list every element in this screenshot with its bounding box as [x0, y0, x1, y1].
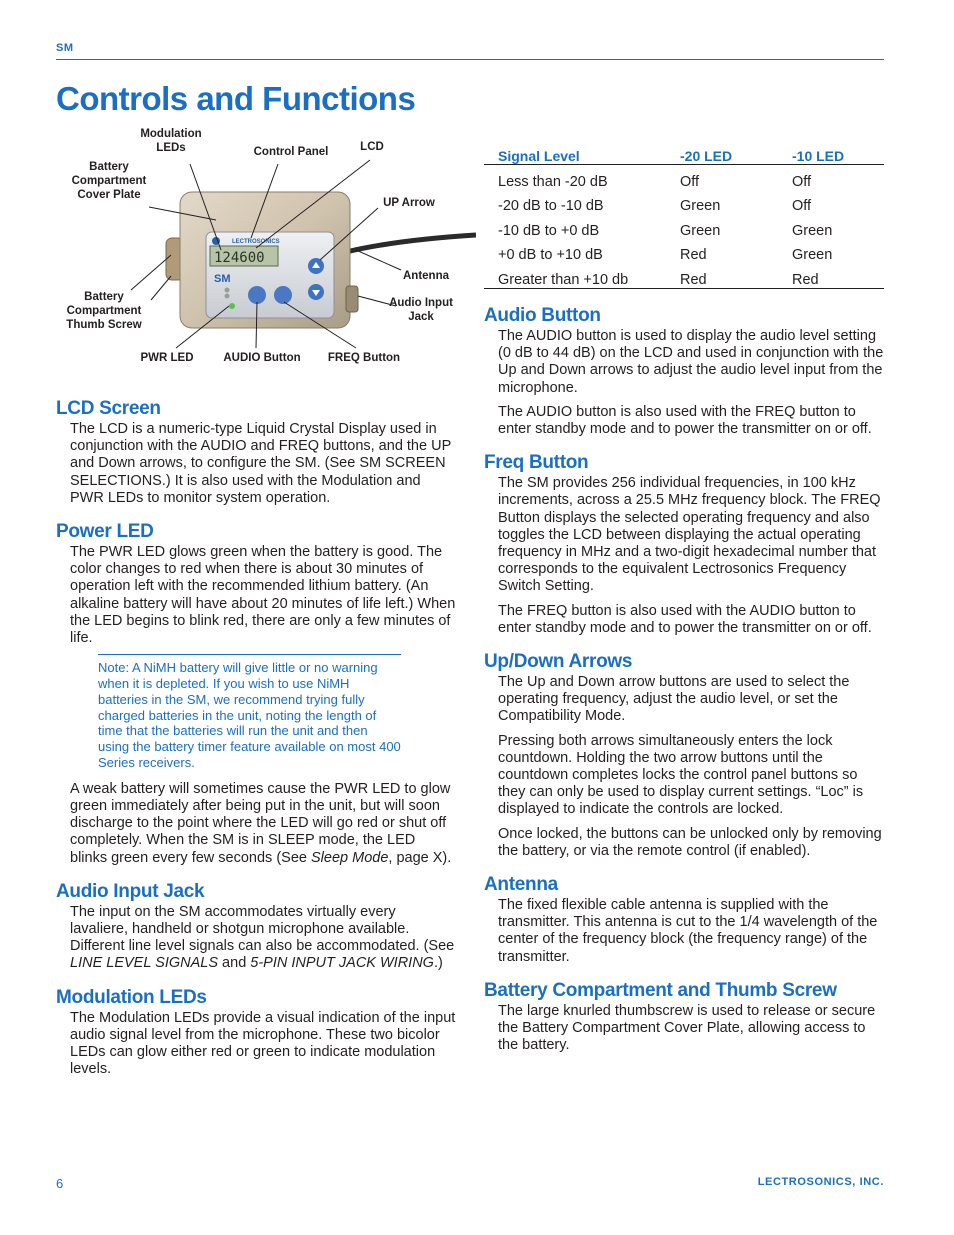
- section-heading: Up/Down Arrows: [484, 651, 633, 673]
- table-cell: Greater than +10 db: [484, 263, 666, 288]
- table-cell: Less than -20 dB: [498, 173, 608, 190]
- label-antenna: Antenna: [403, 270, 449, 282]
- sleep-mode-ref: Sleep Mode: [311, 849, 389, 866]
- device-figure: [56, 120, 466, 380]
- table-header: Signal Level: [484, 148, 666, 165]
- table-cell: Red: [666, 263, 778, 288]
- paragraph: The input on the SM accommodates virtually every lavaliere, handheld or shotgun microphone available. Different line level signals can also be accommodated. (See LINE LEVEL SIGNALS and 5-PIN INPUT JACK WIRING.): [70, 903, 455, 972]
- device-illustration: [56, 120, 476, 380]
- section-label: SM: [56, 42, 74, 54]
- section-power-led: [56, 521, 456, 867]
- table-header: -20 LED: [666, 148, 778, 165]
- page-number: 6: [56, 1176, 64, 1191]
- table-cell: Green: [792, 222, 833, 239]
- section-heading: Antenna: [484, 874, 558, 896]
- section-up-down-arrows: [484, 651, 884, 860]
- label-control-panel: Control Panel: [253, 146, 329, 158]
- mod-led-1: [225, 288, 230, 293]
- paragraph: The LCD is a numeric-type Liquid Crystal Display used in conjunction with the AUDIO and FREQ buttons, and the UP and Down arrows, to configure the SM. (See SM SCREEN SELECTIONS.) It is also used with the Modulation and PWR LEDs to monitor system operation.: [70, 421, 451, 506]
- table-cell: Green: [792, 247, 833, 263]
- table-cell: Red: [680, 247, 707, 263]
- section-audio-button: [484, 305, 884, 438]
- table-cell: Green: [680, 222, 721, 239]
- paragraph: The fixed flexible cable antenna is supplied with the transmitter. This antenna is cut to the 1/4 wavelength of the center of the frequency block (the frequency range) of the transmitter.: [498, 897, 878, 965]
- table-cell: Red: [778, 263, 884, 288]
- table-row: [484, 214, 884, 239]
- section-battery-compartment: [484, 980, 884, 1055]
- table-row: [484, 239, 884, 264]
- nimh-note: Note: A NiMH battery will give little or no warning when it is depleted. If you wish to use NiMH batteries in the SM, we recommend trying fully charged batteries in the unit, noting the length of time that the batteries will run the unit and then using the battery timer feature available on most 400 Series receivers.: [98, 654, 401, 771]
- label-battery-cover: Battery Compartment Cover Plate: [71, 161, 147, 201]
- table-cell: Off: [792, 173, 812, 190]
- section-lcd-screen: [56, 398, 456, 507]
- paragraph: The AUDIO button is used to display the audio level setting (0 dB to 44 dB) on the LCD and used in conjunction with the Up and Down arrows to adjust the audio level input from the microphone.: [498, 328, 884, 396]
- section-heading: Power LED: [56, 521, 154, 543]
- section-heading: Battery Compartment and Thumb Screw: [484, 979, 837, 1001]
- left-column: [56, 398, 456, 1092]
- table-row: [484, 263, 884, 288]
- label-audio-jack: Audio Input Jack: [389, 297, 453, 323]
- mod-led-2: [225, 294, 230, 299]
- label-freq-button: FREQ Button: [327, 352, 401, 364]
- paragraph: Pressing both arrows simultaneously enters the lock countdown. Holding the two arrow buttons until the countdown completes locks the control panel buttons so they can only be used to display current settings. “Loc” is displayed to indicate the controls are locked.: [498, 732, 864, 818]
- section-heading: Audio Button: [484, 305, 601, 326]
- table-cell: Off: [792, 198, 812, 214]
- pwr-led: [229, 303, 235, 309]
- table-cell: -20 dB to -10 dB: [498, 198, 604, 214]
- table-row: [484, 190, 884, 215]
- paragraph: The large knurled thumbscrew is used to release or secure the Battery Compartment Cover Plate, allowing access to the battery.: [498, 1002, 876, 1054]
- section-antenna: [484, 874, 884, 966]
- table-cell: -10 dB to +0 dB: [498, 222, 600, 239]
- section-heading: Modulation LEDs: [56, 986, 207, 1008]
- line-level-ref: LINE LEVEL SIGNALS: [70, 955, 219, 972]
- label-thumb-screw: Battery Compartment Thumb Screw: [66, 291, 142, 331]
- freq-button-shape: [274, 286, 292, 304]
- section-heading: LCD Screen: [56, 398, 161, 419]
- table-cell: Off: [680, 173, 700, 190]
- paragraph: The FREQ button is also used with the AUDIO button to enter standby mode and to power the transmitter on or off.: [498, 602, 872, 636]
- page-title: Controls and Functions: [56, 80, 416, 117]
- table-header-row: [484, 148, 884, 165]
- model-text: SM: [214, 273, 231, 285]
- paragraph: The AUDIO button is also used with the FREQ button to enter standby mode and to power the transmitter on or off.: [498, 403, 872, 438]
- signal-level-table: [484, 148, 884, 289]
- company-name: LECTROSONICS, INC.: [757, 1176, 884, 1188]
- section-freq-button: [484, 452, 884, 637]
- wiring-ref: 5-PIN INPUT JACK WIRING: [250, 955, 434, 972]
- paragraph: The SM provides 256 individual frequencies, in 100 kHz increments, across a 25.5 MHz frequency block. The FREQ Button displays the selected operating frequency and also toggles the LCD between displaying the actual operating frequency in MHz and a two-digit hexadecimal number that corresponds to the equivalent Lectrosonics Frequency Switch Setting.: [498, 475, 881, 595]
- paragraph: The Up and Down arrow buttons are used to select the operating frequency, adjust the audio level, or set the Compatibility Mode.: [498, 674, 850, 725]
- table-row: [484, 165, 884, 190]
- right-column: [484, 305, 884, 1069]
- table-cell: +0 dB to +10 dB: [498, 247, 603, 263]
- section-modulation-leds: [56, 987, 456, 1079]
- label-pwr-led: PWR LED: [140, 352, 194, 364]
- label-modulation-leds: Modulation LEDs: [140, 128, 202, 154]
- section-heading: Audio Input Jack: [56, 880, 205, 902]
- header-rule: [56, 59, 884, 60]
- paragraph: The PWR LED glows green when the battery is good. The color changes to red when there is about 30 minutes of operation left with the recommended lithium battery. (An alkaline battery will have about 20 minutes of life left.) When the LED begins to blink red, there are only a few minutes of life.: [70, 544, 456, 647]
- paragraph: The Modulation LEDs provide a visual indication of the input audio signal level from the microphone. These two bicolor LEDs can glow either red or green to indicate modulation levels.: [70, 1009, 456, 1078]
- label-lcd: LCD: [360, 141, 384, 153]
- antenna-cable: [346, 235, 476, 252]
- section-audio-input-jack: [56, 881, 456, 973]
- input-jack: [346, 286, 358, 312]
- audio-button-shape: [248, 286, 266, 304]
- section-heading: Freq Button: [484, 452, 589, 474]
- paragraph: A weak battery will sometimes cause the PWR LED to glow green immediately after being put in the unit, but will soon discharge to the point where the LED will go red or shut off completely. When the SM is in SLEEP mode, the LED blinks green every few seconds (See Sleep Mode, page X).: [70, 780, 452, 866]
- table-header: -10 LED: [778, 148, 884, 165]
- label-audio-button: AUDIO Button: [223, 352, 301, 364]
- paragraph: Once locked, the buttons can be unlocked only by removing the battery, or via the remote control (if enabled).: [498, 825, 882, 859]
- brand-text: LECTROSONICS: [232, 239, 280, 245]
- lcd-reading: 124600: [214, 250, 265, 266]
- label-up-arrow: UP Arrow: [383, 197, 435, 209]
- table-cell: Green: [680, 198, 721, 214]
